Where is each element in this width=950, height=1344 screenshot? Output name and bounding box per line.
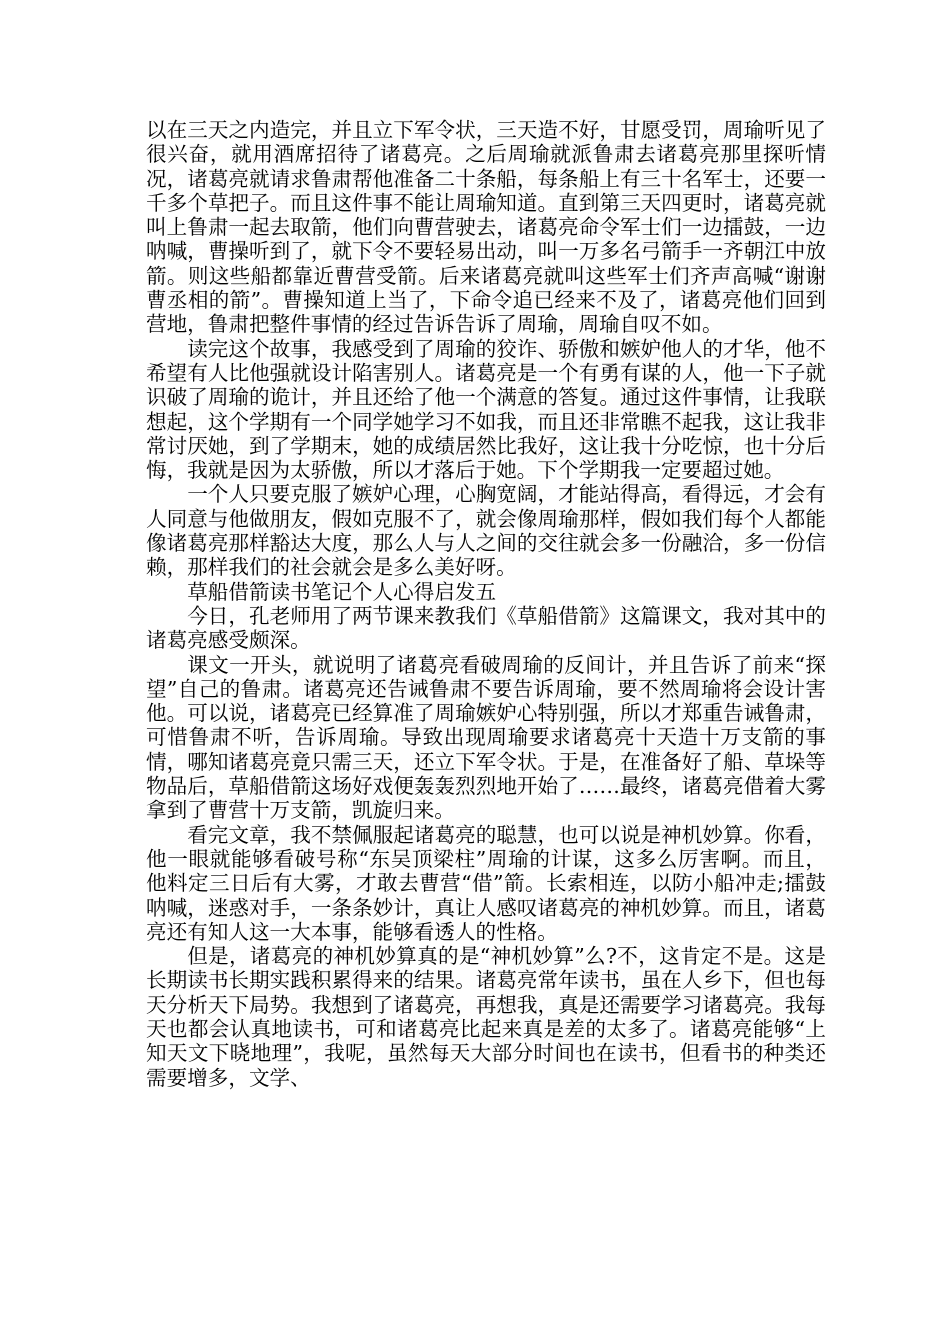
paragraph-5: 今日，孔老师用了两节课来教我们《草船借箭》这篇课文，我对其中的诸葛亮感受颇深。 xyxy=(146,603,826,653)
paragraph-8: 但是，诸葛亮的神机妙算真的是“神机妙算”么?不，这肯定不是。这是长期读书长期实践积累得来的结果。诸葛亮常年读书，虽在人乡下，但也每天分析天下局势。我想到了诸葛亮，再想我，真是还需要学习诸葛亮。我每天也都会认真地读书，可和诸葛亮比起来真是差的太多了。诸葛亮能够“上知天文下晓地理”，我呢，虽然每天大部分时间也在读书，但看书的种类还需要增多，文学、 xyxy=(146,944,826,1090)
paragraph-2: 读完这个故事，我感受到了周瑜的狡诈、骄傲和嫉妒他人的才华，他不希望有人比他强就设计陷害别人。诸葛亮是一个有勇有谋的人，他一下子就识破了周瑜的诡计，并且还给了他一个满意的答复。通过这件事情，让我联想起，这个学期有一个同学她学习不如我，而且还非常瞧不起我，这让我非常讨厌她，到了学期末，她的成绩居然比我好，这让我十分吃惊，也十分后悔，我就是因为太骄傲，所以才落后于她。下个学期我一定要超过她。 xyxy=(146,336,826,483)
paragraph-7: 看完文章，我不禁佩服起诸葛亮的聪慧，也可以说是神机妙算。你看，他一眼就能够看破号称“东吴顶梁柱”周瑜的计谋，这多么厉害啊。而且，他料定三日后有大雾，才敢去曹营“借”箭。长索相连，以防小船冲走;擂鼓呐喊，迷惑对手，一条条妙计，真让人感叹诸葛亮的神机妙算。而且，诸葛亮还有知人这一大本事，能够看透人的性格。 xyxy=(146,822,826,944)
document-body xyxy=(146,118,826,1090)
section-heading: 草船借箭读书笔记个人心得启发五 xyxy=(187,579,497,604)
paragraph-1: 以在三天之内造完，并且立下军令状，三天造不好，甘愿受罚，周瑜听见了很兴奋，就用酒席招待了诸葛亮。之后周瑜就派鲁肃去诸葛亮那里探听情况，诸葛亮就请求鲁肃帮他准备二十条船，每条船上有三十名军士，还要一千多个草把子。而且这件事不能让周瑜知道。直到第三天四更时，诸葛亮就叫上鲁肃一起去取箭，他们向曹营驶去，诸葛亮命令军士们一边擂鼓，一边呐喊，曹操听到了，就下令不要轻易出动，叫一万多名弓箭手一齐朝江中放箭。则这些船都靠近曹营受箭。后来诸葛亮就叫这些军士们齐声高喊“谢谢曹丞相的箭”。曹操知道上当了，下命令追已经来不及了，诸葛亮他们回到营地，鲁肃把整件事情的经过告诉告诉了周瑜，周瑜自叹不如。 xyxy=(146,118,826,337)
paragraph-6: 课文一开头，就说明了诸葛亮看破周瑜的反间计，并且告诉了前来“探望”自己的鲁肃。诸葛亮还告诫鲁肃不要告诉周瑜，要不然周瑜将会设计害他。可以说，诸葛亮已经算准了周瑜嫉妒心特别强，所以才郑重告诫鲁肃，可惜鲁肃不听，告诉周瑜。导致出现周瑜要求诸葛亮十天造十万支箭的事情，哪知诸葛亮竟只需三天，还立下军令状。于是，在准备好了船、草垛等物品后，草船借箭这场好戏便轰轰烈烈地开始了……最终，诸葛亮借着大雾拿到了曹营十万支箭，凯旋归来。 xyxy=(146,652,826,823)
paragraph-3: 一个人只要克服了嫉妒心理，心胸宽阔，才能站得高，看得远，才会有人同意与他做朋友，假如克服不了，就会像周瑜那样，假如我们每个人都能像诸葛亮那样豁达大度，那么人与人之间的交往就会多一份融洽，多一份信赖，那样我们的社会就会是多么美好呀。 xyxy=(146,482,826,580)
